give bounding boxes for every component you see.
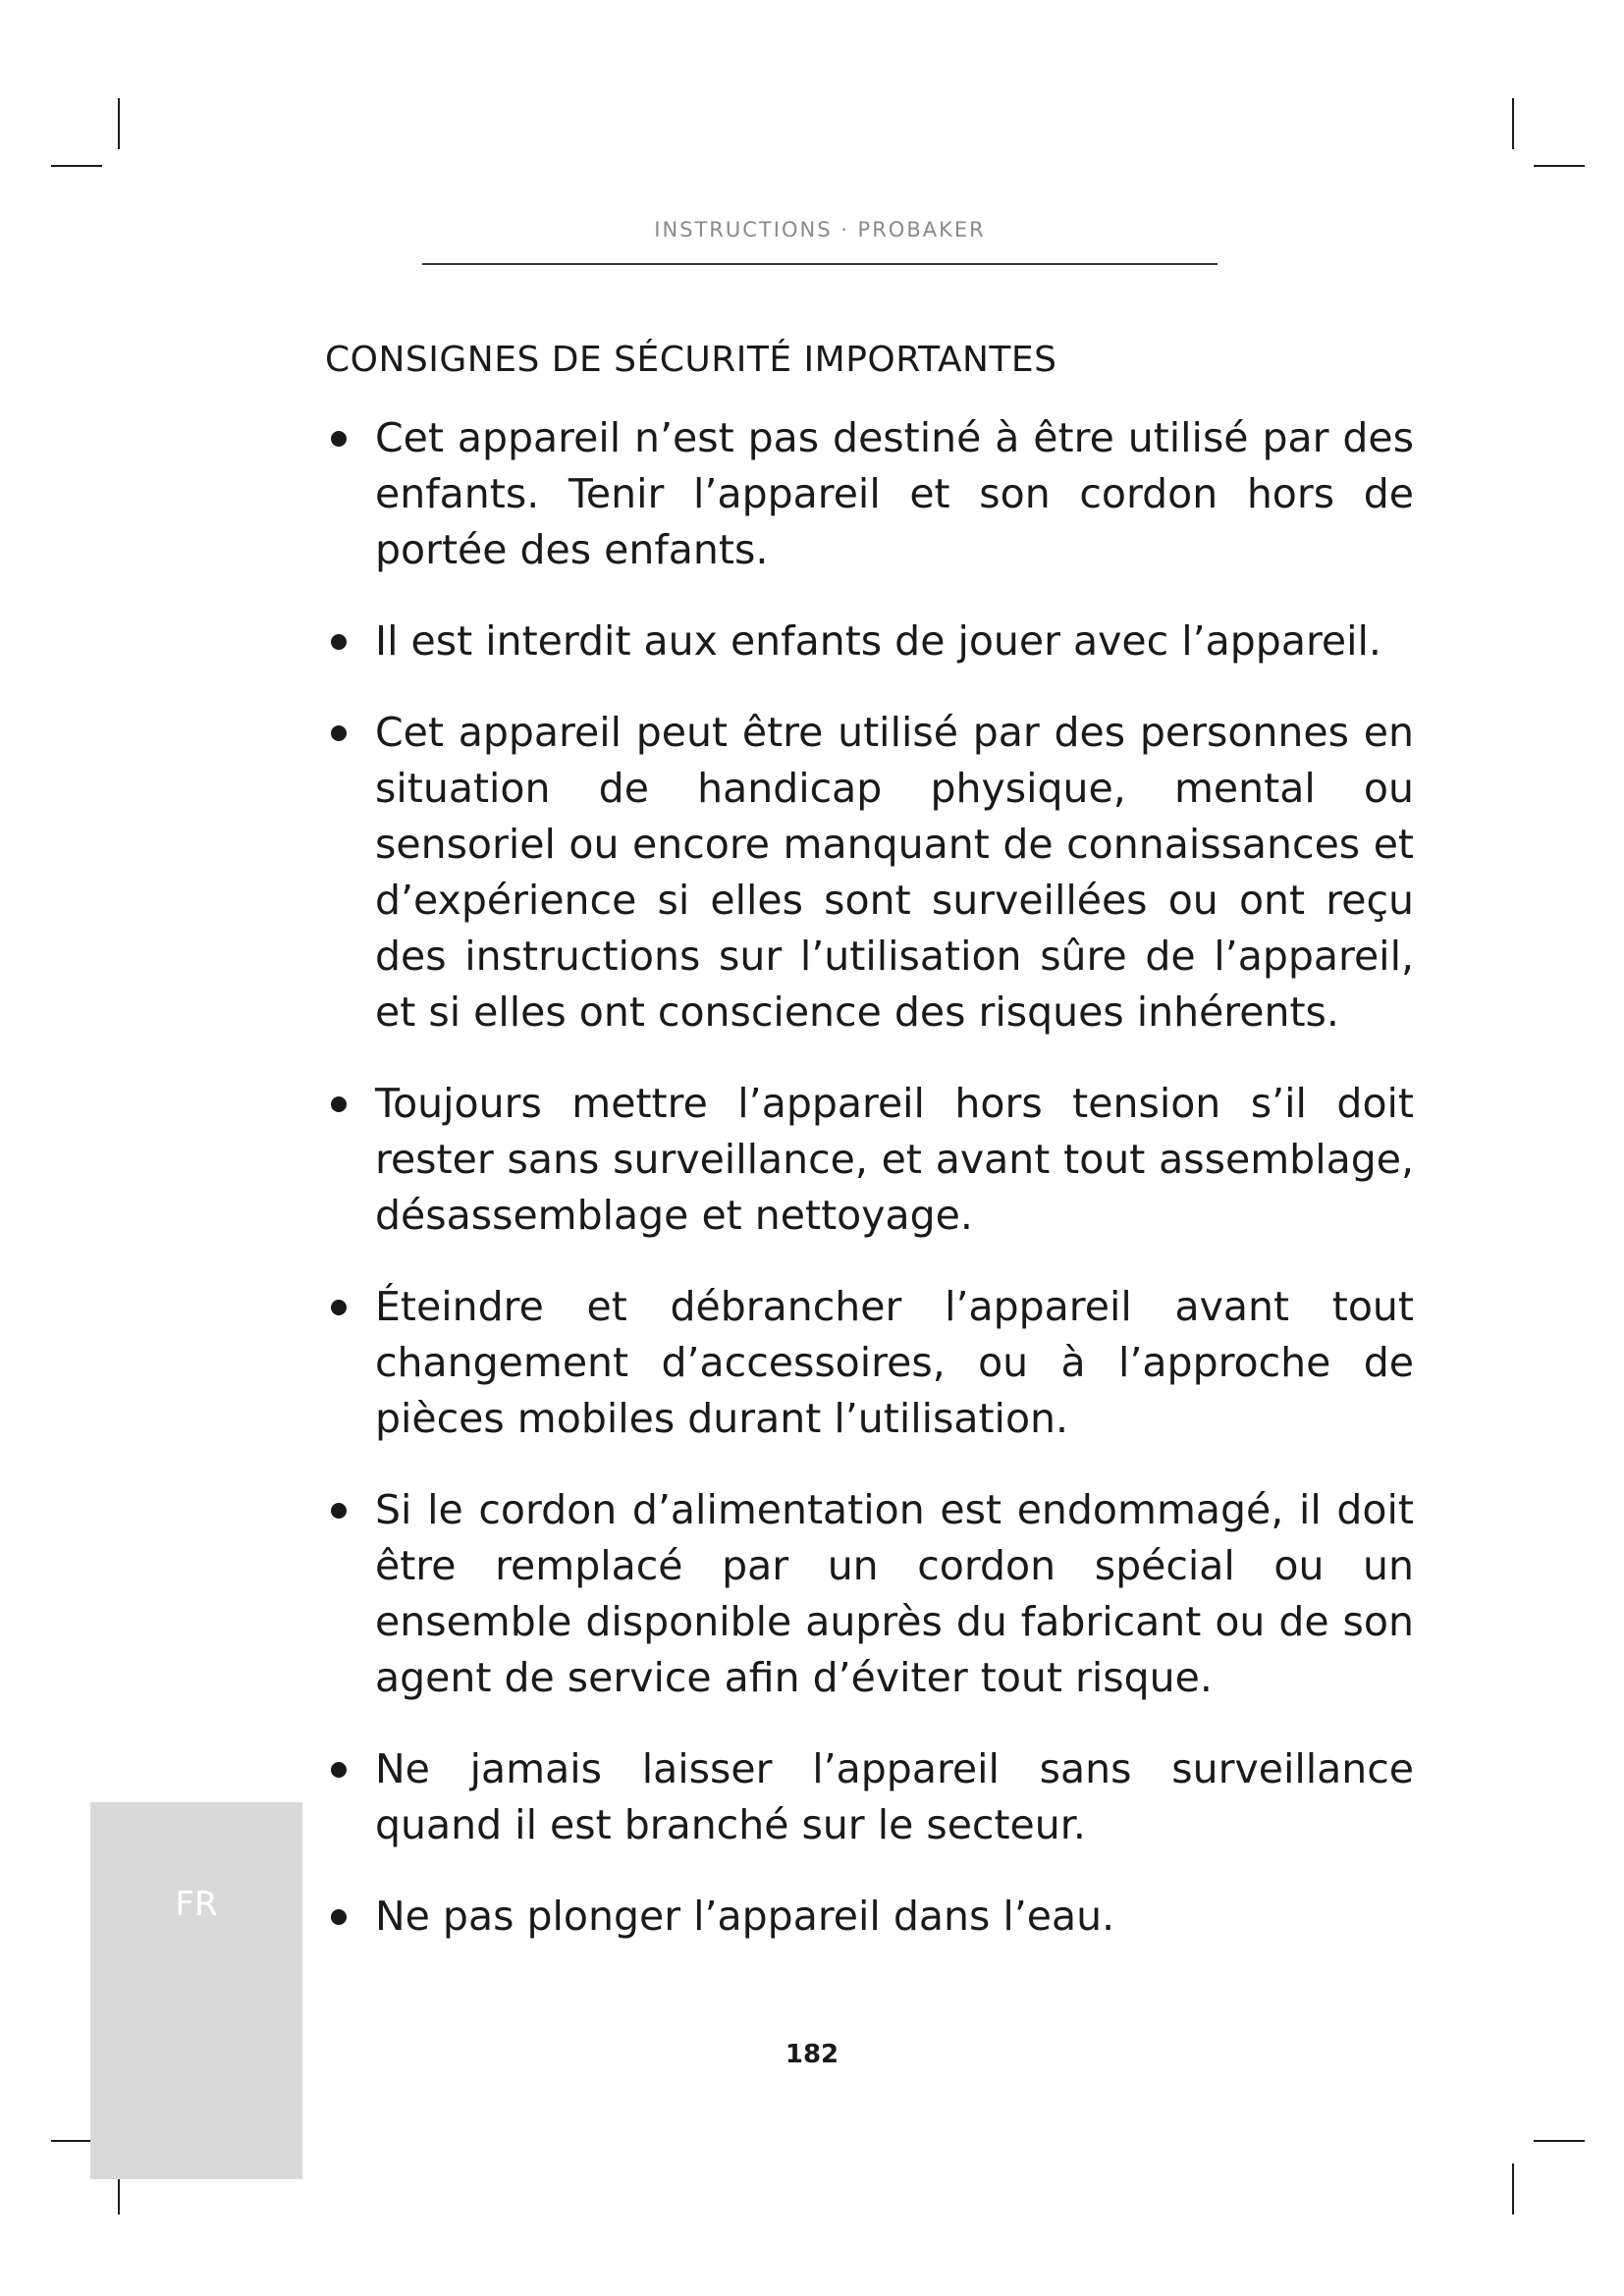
bullet-icon [331, 1503, 347, 1519]
bullet-icon [331, 431, 347, 447]
list-item [324, 1076, 1414, 1244]
bullet-text: Ne pas plonger l’appareil dans l’eau. [375, 1893, 1115, 1940]
bullet-text: Il est interdit aux enfants de jouer avec l’appareil. [375, 617, 1381, 665]
crop-mark-bottom-right-horizontal [1534, 2140, 1585, 2142]
list-item [324, 1889, 1414, 1945]
running-header: INSTRUCTIONS · PROBAKER [654, 218, 986, 241]
bullet-text: Cet appareil n’est pas destiné à être utilisé par des enfants. Tenir l’appareil et son cordon hors de portée des enfants. [375, 414, 1414, 573]
list-item [324, 614, 1414, 669]
page-number: 182 [785, 2040, 839, 2069]
crop-mark-top-right-vertical [1512, 98, 1514, 149]
list-item [324, 1741, 1414, 1853]
list-item [324, 1279, 1414, 1447]
language-label: FR [175, 1885, 218, 1924]
bullet-text: Toujours mettre l’appareil hors tension s’il doit rester sans surveillance, et avant tout assemblage, désassemblage et nettoyage. [375, 1080, 1414, 1239]
bullet-text: Cet appareil peut être utilisé par des personnes en situation de handicap physique, mental ou sensoriel ou encore manquant de connaissances et d’expérience si elles sont surveillées ou ont reçu des instructions sur l’utilisation sûre de l’appareil, et si elles ont conscience des risques inhérents. [375, 709, 1414, 1036]
bullet-text: Si le cordon d’alimentation est endommagé, il doit être remplacé par un cordon spécial ou un ensemble disponible auprès du fabricant ou de son agent de service afin d’éviter tout risque. [375, 1486, 1414, 1701]
crop-mark-bottom-right-vertical [1512, 2163, 1514, 2215]
section-title: CONSIGNES DE SÉCURITÉ IMPORTANTES [325, 340, 1057, 380]
list-item [324, 705, 1414, 1041]
bullet-icon [331, 634, 347, 650]
bullet-icon [331, 1909, 347, 1925]
bullet-icon [331, 1096, 347, 1112]
list-item [324, 410, 1414, 578]
bullet-text: Ne jamais laisser l’appareil sans surveillance quand il est branché sur le secteur. [375, 1745, 1414, 1848]
bullet-text: Éteindre et débrancher l’appareil avant tout changement d’accessoires, ou à l’approche de pièces mobiles durant l’utilisation. [375, 1283, 1414, 1442]
list-item [324, 1482, 1414, 1706]
bullet-icon [331, 1300, 347, 1315]
language-tab [90, 1802, 302, 2179]
bullet-icon [331, 725, 347, 741]
crop-mark-top-right-horizontal [1534, 165, 1585, 167]
crop-mark-top-left-vertical [118, 98, 120, 149]
bullet-icon [331, 1762, 347, 1778]
crop-mark-top-left-horizontal [51, 165, 102, 167]
header-rule [422, 263, 1218, 265]
safety-instructions-list [324, 410, 1414, 1980]
